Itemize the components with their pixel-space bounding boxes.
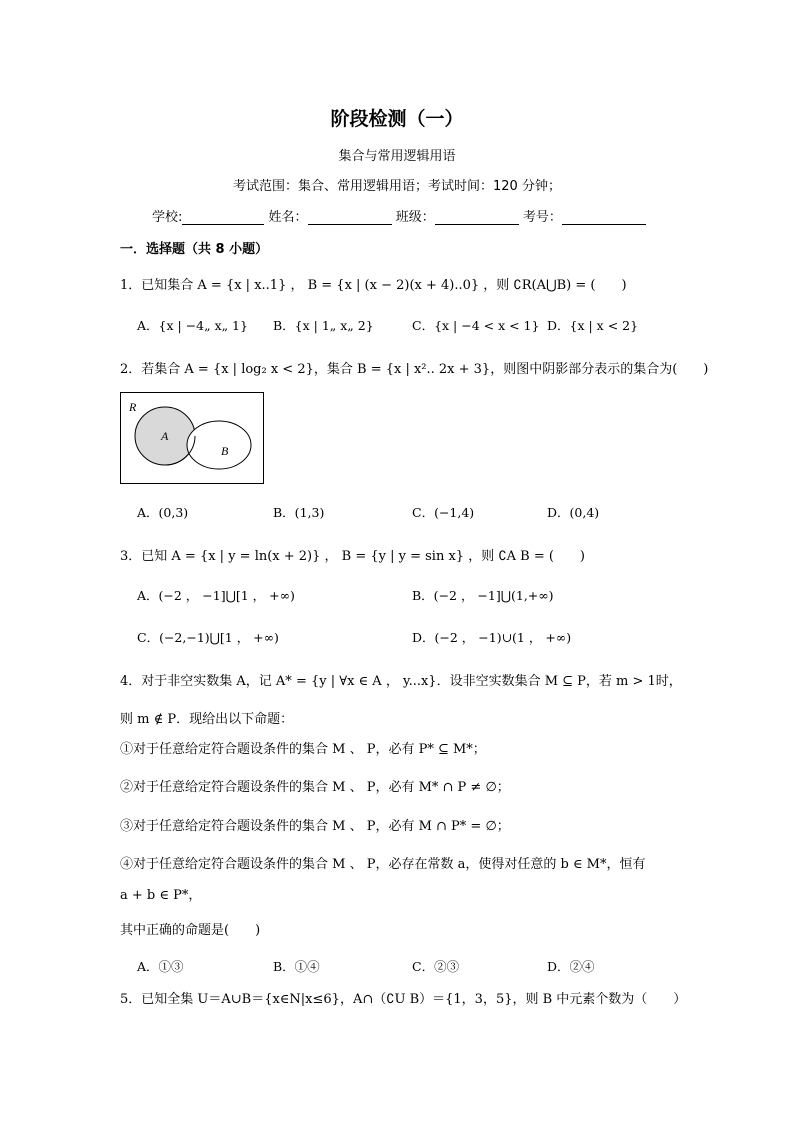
exam-scope: 考试范围：集合、常用逻辑用语；考试时间：120 分钟； (233, 179, 561, 194)
q1-option-b: B．{x | 1„ x„ 2} (273, 318, 374, 333)
q1-stem: 1．已知集合 A = {x | x..1} ， B = {x | (x − 2)(x + 4)..0} ，则 ∁R(A⋃B) = ( ) (120, 278, 627, 293)
q4-option-a: A．①③ (137, 959, 184, 974)
q4-line-2: 则 m ∉ P．现给出以下命题： (120, 712, 294, 727)
q3-option-a: A．(−2 ， −1]⋃[1 ， +∞) (137, 588, 295, 603)
number-blank (562, 210, 646, 225)
q2-option-a: A．(0,3) (137, 505, 189, 520)
school-label: 学校: (152, 210, 183, 225)
q2-stem: 2．若集合 A = {x | log₂ x < 2}，集合 B = {x | x².. 2x + 3}，则图中阴影部分表示的集合为( ) (120, 362, 709, 377)
venn-diagram (120, 392, 264, 484)
q4-option-b: B．①④ (273, 959, 320, 974)
class-blank (435, 210, 519, 225)
q1-option-a: A．{x | −4„ x„ 1} (137, 318, 248, 333)
q5-stem: 5．已知全集 U＝A∪B＝{x∈N|x≤6}，A∩（∁U B）＝{1，3，5}，则 B 中元素个数为（ ） (120, 992, 687, 1007)
q3-option-d: D．(−2 ， −1)∪(1 ， +∞) (412, 630, 572, 645)
q2-option-d: D．(0,4) (547, 505, 600, 520)
venn-label-b: B (221, 444, 229, 458)
venn-label-a: A (161, 429, 169, 443)
q3-option-b: B．(−2 ， −1]⋃(1,+∞) (412, 588, 554, 603)
page-subtitle: 集合与常用逻辑用语 (338, 149, 456, 164)
q4-proposition-2: ②对于任意给定符合题设条件的集合 M 、 P，必有 M* ∩ P ≠ ∅； (120, 780, 510, 795)
name-blank (308, 210, 392, 225)
q1-option-c: C．{x | −4 < x < 1} (412, 318, 540, 333)
q2-option-b: B．(1,3) (273, 505, 325, 520)
venn-label-r: R (129, 400, 137, 414)
section-title: 一．选择题（共 8 小题） (120, 242, 269, 257)
q4-option-d: D．②④ (547, 959, 595, 974)
school-blank (182, 210, 264, 225)
q4-proposition-4-cont: a + b ∈ P*， (120, 888, 202, 903)
q3-option-c: C．(−2,−1)⋃[1 ， +∞) (137, 630, 279, 645)
q3-stem: 3．已知 A = {x | y = ln(x + 2)} ， B = {y | y = sin x} ，则 ∁A B = ( ) (120, 549, 585, 564)
info-row (152, 206, 646, 225)
q2-option-c: C．(−1,4) (412, 505, 475, 520)
venn-set-b (187, 421, 251, 469)
q1-option-d: D．{x | x < 2} (547, 318, 639, 333)
page-title: 阶段检测（一） (330, 108, 464, 130)
q4-proposition-3: ③对于任意给定符合题设条件的集合 M 、 P，必有 M ∩ P* = ∅； (120, 819, 510, 834)
q4-line-1: 4．对于非空实数集 A，记 A* = {y | ∀x ∈ A ， y...x}．设非空实数集合 M ⊆ P，若 m > 1时， (120, 674, 682, 689)
q4-proposition-1: ①对于任意给定符合题设条件的集合 M 、 P，必有 P* ⊆ M*； (120, 742, 486, 757)
class-label: 班级： (395, 210, 435, 225)
q4-option-c: C．②③ (412, 959, 460, 974)
q4-prompt: 其中正确的命题是( ) (120, 923, 261, 938)
number-label: 考号： (522, 210, 562, 225)
q4-proposition-4: ④对于任意给定符合题设条件的集合 M 、 P，必存在常数 a，使得对任意的 b ∈ M*，恒有 (120, 857, 646, 872)
name-label: 姓名： (268, 210, 308, 225)
venn-svg (121, 393, 263, 483)
